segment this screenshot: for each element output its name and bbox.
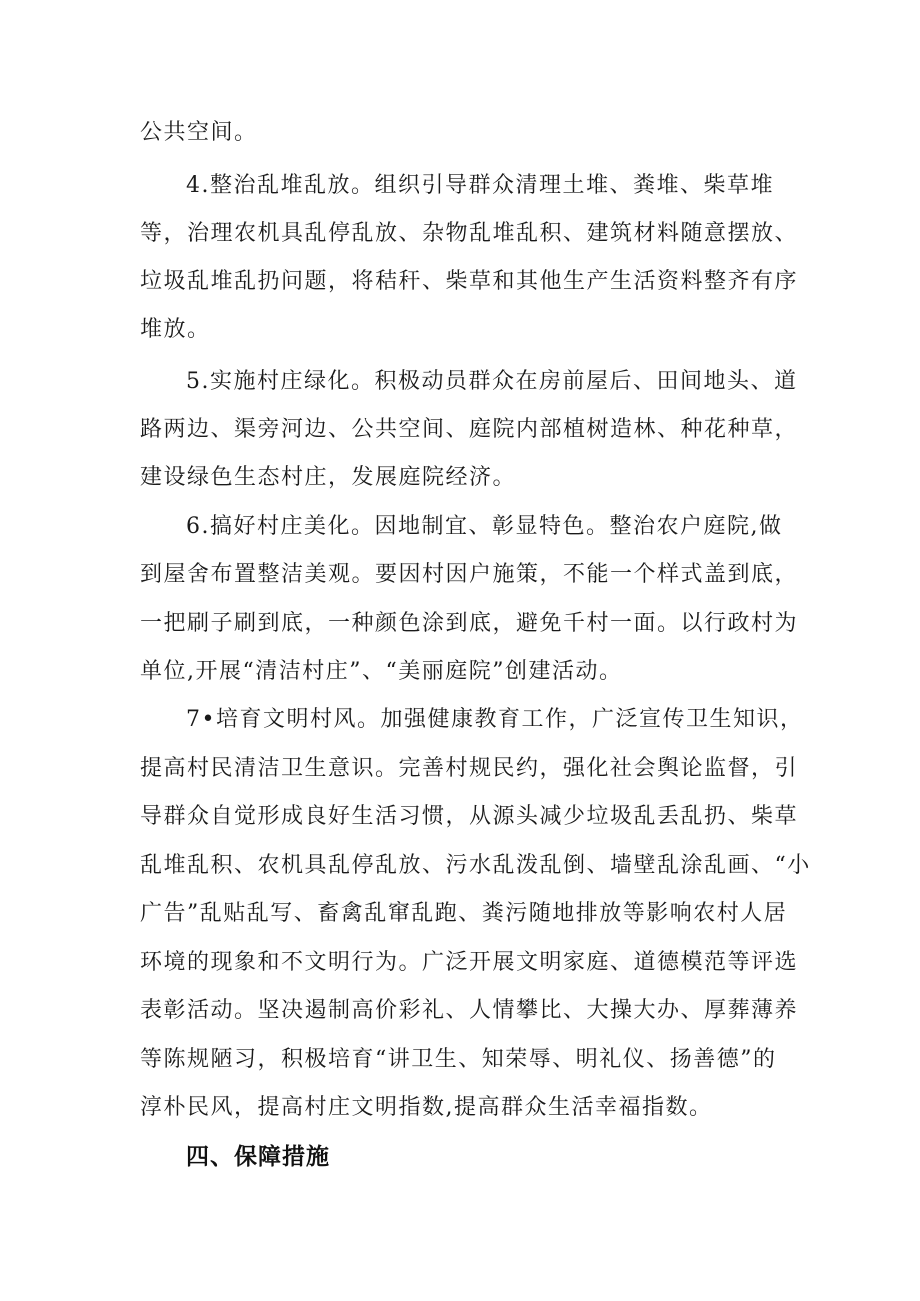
text-line: 公共空间。 <box>140 120 258 145</box>
paragraph-5-first-line: 5.实施村庄绿化。积极动员群众在房前屋后、田间地头、道 <box>186 369 798 394</box>
text-line: 广告”乱贴乱写、畜禽乱窜乱跑、粪污随地排放等影响农村人居 <box>140 901 788 926</box>
text-line: 垃圾乱堆乱扔问题，将秸秆、柴草和其他生产生活资料整齐有序 <box>140 269 799 294</box>
paragraph-4-first-line: 4.整治乱堆乱放。组织引导群众清理土堆、粪堆、柴草堆 <box>186 173 774 198</box>
text-line: 导群众自觉形成良好生活习惯，从源头减少垃圾乱丢乱扔、柴草 <box>140 804 799 829</box>
text-line: 一把刷子刷到底，一种颜色涂到底，避免千村一面。以行政村为 <box>140 611 799 636</box>
paragraph-7-first-line: 7•培育文明村风。加强健康教育工作，广泛宣传卫生知识， <box>186 707 804 732</box>
text-line: 环境的现象和不文明行为。广泛开展文明家庭、道德模范等评选 <box>140 950 799 975</box>
text-line: 路两边、渠旁河边、公共空间、庭院内部植树造林、种花种草， <box>140 417 799 442</box>
paragraph-6-first-line: 6.搞好村庄美化。因地制宜、彰显特色。整治农户庭院,做 <box>186 514 783 539</box>
text-line: 淳朴民风，提高村庄文明指数,提高群众生活幸福指数。 <box>140 1095 713 1120</box>
text-line: 乱堆乱积、农机具乱停乱放、污水乱泼乱倒、墙壁乱涂乱画、“小 <box>140 853 811 878</box>
text-line: 单位,开展“清洁村庄”、“美丽庭院”创建活动。 <box>140 659 623 684</box>
text-line: 建设绿色生态村庄，发展庭院经济。 <box>140 465 517 490</box>
text-line: 等陈规陋习，积极培育“讲卫生、知荣辱、明礼仪、扬善德”的 <box>140 1047 777 1072</box>
text-line: 堆放。 <box>140 317 211 342</box>
text-line: 提高村民清洁卫生意识。完善村规民约，强化社会舆论监督，引 <box>140 756 799 781</box>
text-line: 等，治理农机具乱停乱放、杂物乱堆乱积、建筑材料随意摆放、 <box>140 221 799 246</box>
section-heading: 四、保障措施 <box>186 1144 330 1170</box>
text-line: 到屋舍布置整洁美观。要因村因户施策，不能一个样式盖到底， <box>140 562 799 587</box>
text-line: 表彰活动。坚决遏制高价彩礼、人情攀比、大操大办、厚葬薄养 <box>140 998 799 1023</box>
